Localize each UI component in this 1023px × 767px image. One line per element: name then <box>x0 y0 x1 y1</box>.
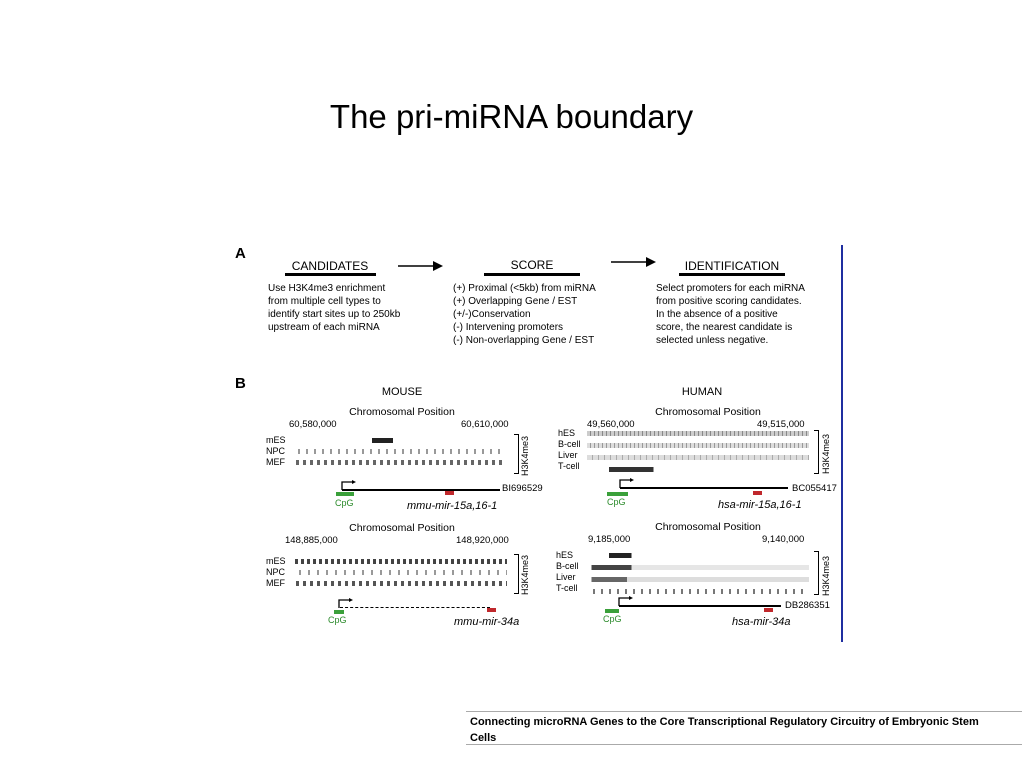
mark-bracket <box>514 554 519 594</box>
panel-a-letter: A <box>235 245 246 262</box>
step-candidates-line: from multiple cell types to <box>268 296 381 307</box>
step-score-line: (+) Overlapping Gene / EST <box>453 296 578 307</box>
step-candidates-underline <box>285 273 376 276</box>
coord-end: 148,920,000 <box>456 535 509 546</box>
cpg-bar <box>607 492 628 496</box>
step-identification-heading: IDENTIFICATION <box>684 259 780 273</box>
track-label: B-cell <box>556 561 579 571</box>
cpg-bar <box>605 609 619 613</box>
coord-end: 60,610,000 <box>461 419 509 430</box>
gene-id: BI696529 <box>502 483 543 494</box>
cpg-bar <box>334 610 344 614</box>
mark-label: H3K4me3 <box>821 555 831 596</box>
track-labels <box>556 550 579 594</box>
step-identification-line: from positive scoring candidates. <box>656 296 802 307</box>
gene-line <box>620 487 788 489</box>
mirna-bar <box>764 608 773 612</box>
coord-end: 49,515,000 <box>757 419 805 430</box>
signal-track <box>587 443 809 448</box>
chrom-position-label: Chromosomal Position <box>655 406 761 418</box>
mirna-label: hsa-mir-15a,16-1 <box>718 499 802 511</box>
signal-track <box>292 559 507 564</box>
signal-track <box>292 581 507 586</box>
track-label: MEF <box>266 457 285 467</box>
step-identification-line: selected unless negative. <box>656 335 769 346</box>
cpg-label: CpG <box>328 615 347 625</box>
track-label: B-cell <box>558 439 581 449</box>
citation-line: Connecting microRNA Genes to the Core Transcriptional Regulatory Circuitry of Embryonic Stem <box>470 716 979 728</box>
step-candidates-line: upstream of each miRNA <box>268 322 380 333</box>
signal-track <box>292 570 507 575</box>
gene-line-dashed <box>340 607 490 608</box>
track-labels <box>266 556 286 589</box>
coord-start: 60,580,000 <box>289 419 337 430</box>
signal-track <box>587 431 809 436</box>
figure-border <box>841 245 843 642</box>
citation <box>466 711 1022 745</box>
cpg-label: CpG <box>335 498 354 508</box>
signal-track <box>587 455 809 460</box>
track-label: T-cell <box>558 461 580 471</box>
track-label: NPC <box>266 567 286 577</box>
gene-line <box>619 605 781 607</box>
mirna-bar <box>753 491 762 495</box>
step-candidates-heading: CANDIDATES <box>291 259 369 273</box>
mark-label: H3K4me3 <box>520 435 530 476</box>
mouse-column-title: MOUSE <box>381 386 423 398</box>
step-score-underline <box>484 273 580 276</box>
gene-line <box>342 489 500 491</box>
mirna-bar <box>445 491 454 495</box>
chrom-position-label: Chromosomal Position <box>349 522 455 534</box>
track-label: hES <box>558 428 576 438</box>
step-identification-line: Select promoters for each miRNA <box>656 283 805 294</box>
chrom-position-label: Chromosomal Position <box>655 521 761 533</box>
signal-track <box>292 438 502 443</box>
coord-start: 9,185,000 <box>588 534 631 545</box>
arrow-right-icon <box>397 259 445 273</box>
step-score-line: (+/-)Conservation <box>453 309 531 320</box>
track-label: T-cell <box>556 583 578 593</box>
mark-bracket <box>814 430 819 474</box>
signal-track <box>292 460 502 465</box>
coord-start: 49,560,000 <box>587 419 635 430</box>
step-identification-line: score, the nearest candidate is <box>656 322 793 333</box>
mirna-label: mmu-mir-15a,16-1 <box>407 500 498 512</box>
step-score-line: (-) Intervening promoters <box>453 322 564 333</box>
mark-label: H3K4me3 <box>520 554 530 595</box>
panel-b-letter: B <box>235 375 246 392</box>
slide-title: The pri-miRNA boundary <box>329 98 694 135</box>
step-identification-body <box>656 282 805 347</box>
mark-label: H3K4me3 <box>821 433 831 474</box>
signal-track <box>587 553 809 558</box>
step-identification-underline <box>679 273 785 276</box>
chrom-position-label: Chromosomal Position <box>349 406 455 418</box>
mirna-label: hsa-mir-34a <box>732 616 791 628</box>
signal-track <box>292 449 502 454</box>
step-identification-line: In the absence of a positive <box>656 309 778 320</box>
step-candidates-line: Use H3K4me3 enrichment <box>268 283 386 294</box>
citation-line: Cells <box>470 732 497 744</box>
step-candidates-body <box>268 282 400 334</box>
signal-track <box>587 467 809 472</box>
mark-bracket <box>514 434 519 474</box>
step-score-line: (-) Non-overlapping Gene / EST <box>453 335 595 346</box>
track-label: hES <box>556 550 574 560</box>
step-candidates-line: identify start sites up to 250kb <box>268 309 401 320</box>
cpg-bar <box>336 492 354 496</box>
step-score-line: (+) Proximal (<5kb) from miRNA <box>453 283 596 294</box>
mirna-label: mmu-mir-34a <box>454 616 520 628</box>
track-label: NPC <box>266 446 286 456</box>
track-label: mES <box>266 435 286 445</box>
coord-end: 9,140,000 <box>762 534 805 545</box>
step-score-heading: SCORE <box>510 258 554 272</box>
track-label: Liver <box>556 572 576 582</box>
mirna-bar <box>487 608 496 612</box>
signal-track <box>587 577 809 582</box>
track-label: MEF <box>266 578 285 588</box>
signal-track <box>587 589 809 594</box>
coord-start: 148,885,000 <box>285 535 338 546</box>
gene-id: BC055417 <box>792 483 837 494</box>
track-labels <box>558 428 581 472</box>
human-column-title: HUMAN <box>681 386 723 398</box>
track-labels <box>266 435 286 468</box>
arrow-right-icon <box>610 255 658 269</box>
figure <box>232 241 842 642</box>
signal-track <box>587 565 809 570</box>
track-label: Liver <box>558 450 578 460</box>
cpg-label: CpG <box>603 614 622 624</box>
track-label: mES <box>266 556 286 566</box>
gene-id: DB286351 <box>785 600 830 611</box>
cpg-label: CpG <box>607 497 626 507</box>
step-score-body <box>453 282 596 347</box>
mark-bracket <box>814 551 819 595</box>
